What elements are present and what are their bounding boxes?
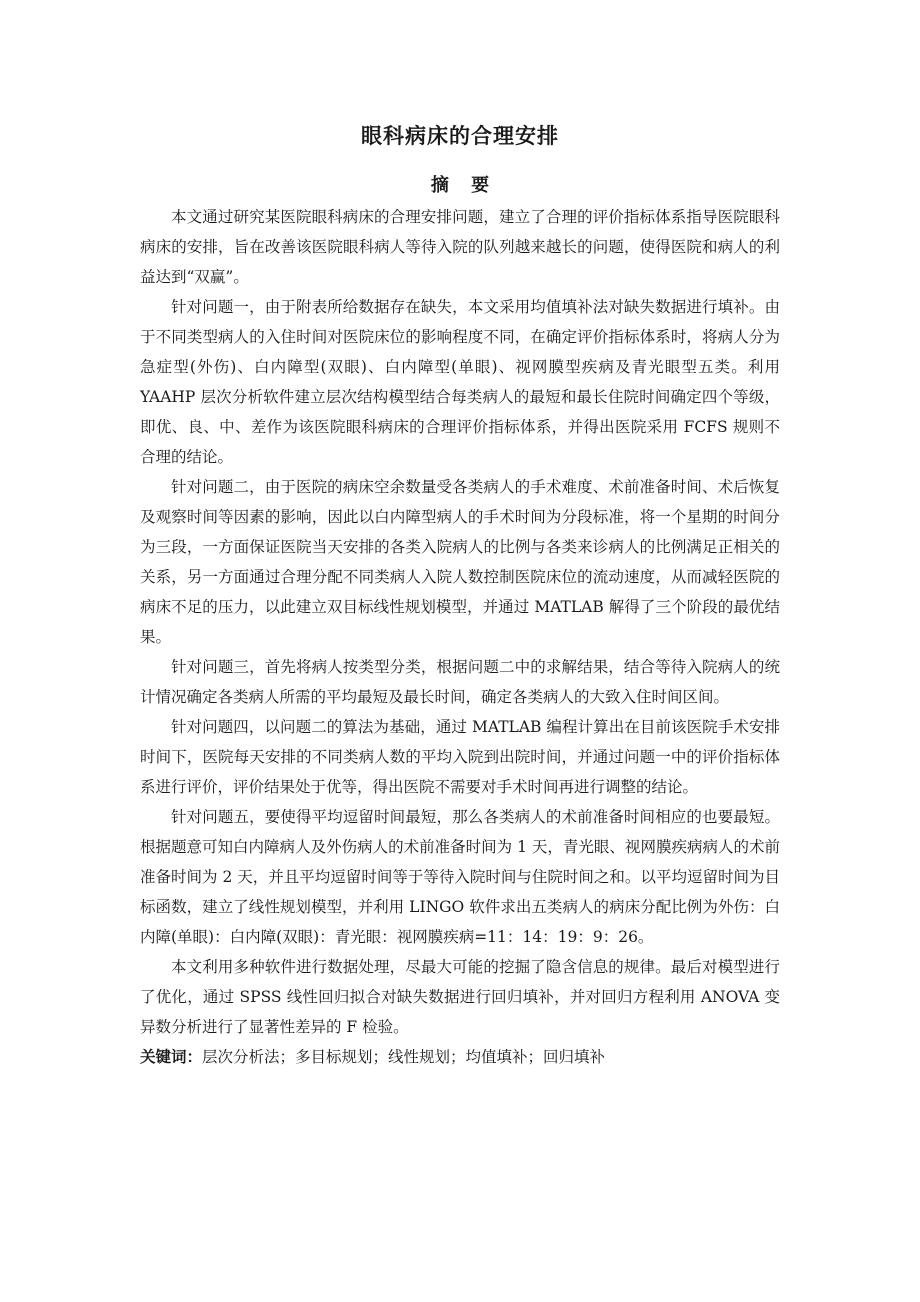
keywords-line (140, 1042, 780, 1072)
keywords-label: 关键词： (140, 1048, 203, 1066)
paper-title: 眼科病床的合理安排 (361, 124, 559, 148)
paper-page (140, 118, 780, 1072)
abstract-paragraph-intro: 本文通过研究某医院眼科病床的合理安排问题，建立了合理的评价指标体系指导医院眼科病床的安排，旨在改善该医院眼科病人等待入院的队列越来越长的问题，使得医院和病人的利益达到“双赢”。 (140, 208, 780, 286)
abstract-paragraph-summary: 本文利用多种软件进行数据处理，尽最大可能的挖掘了隐含信息的规律。最后对模型进行了优化，通过 SPSS 线性回归拟合对缺失数据进行回归填补，并对回归方程利用 ANOVA 变异数分析进行了显著性差异的 F 检验。 (140, 958, 780, 1036)
abstract-paragraph-problem-2: 针对问题二，由于医院的病床空余数量受各类病人的手术难度、术前准备时间、术后恢复及观察时间等因素的影响，因此以白内障型病人的手术时间为分段标准，将一个星期的时间分为三段，一方面保证医院当天安排的各类入院病人的比例与各类来诊病人的比例满足正相关的关系，另一方面通过合理分配不同类病人入院人数控制医院床位的流动速度，从而减轻医院的病床不足的压力，以此建立双目标线性规划模型，并通过 MATLAB 解得了三个阶段的最优结果。 (140, 478, 780, 646)
keywords-text: 层次分析法；多目标规划；线性规划；均值填补；回归填补 (202, 1048, 606, 1066)
abstract-heading: 摘 要 (430, 175, 498, 196)
abstract-paragraph-problem-4: 针对问题四，以问题二的算法为基础，通过 MATLAB 编程计算出在目前该医院手术安排时间下，医院每天安排的不同类病人数的平均入院到出院时间，并通过问题一中的评价指标体系进行评价，评价结果处于优等，得出医院不需要对手术时间再进行调整的结论。 (140, 718, 780, 796)
abstract-paragraph-problem-5: 针对问题五，要使得平均逗留时间最短，那么各类病人的术前准备时间相应的也要最短。根据题意可知白内障病人及外伤病人的术前准备时间为 1 天，青光眼、视网膜疾病病人的术前准备时间为 2 天，并且平均逗留时间等于等待入院时间与住院时间之和。以平均逗留时间为目标函数，建立了线性规划模型，并利用 LINGO 软件求出五类病人的病床分配比例为外伤：白内障(单眼)：白内障(双眼)：青光眼：视网膜疾病=11：14：19：9：26。 (140, 808, 780, 946)
abstract-paragraph-problem-1: 针对问题一，由于附表所给数据存在缺失，本文采用均值填补法对缺失数据进行填补。由于不同类型病人的入住时间对医院床位的影响程度不同，在确定评价指标体系时，将病人分为急症型(外伤)、白内障型(双眼)、白内障型(单眼)、视网膜型疾病及青光眼型五类。利用 YAAHP 层次分析软件建立层次结构模型结合每类病人的最短和最长住院时间确定四个等级，即优、良、中、差作为该医院眼科病床的合理评价指标体系，并得出医院采用 FCFS 规则不合理的结论。 (140, 298, 780, 466)
abstract-paragraph-problem-3: 针对问题三，首先将病人按类型分类，根据问题二中的求解结果，结合等待入院病人的统计情况确定各类病人所需的平均最短及最长时间，确定各类病人的大致入住时间区间。 (140, 658, 780, 706)
